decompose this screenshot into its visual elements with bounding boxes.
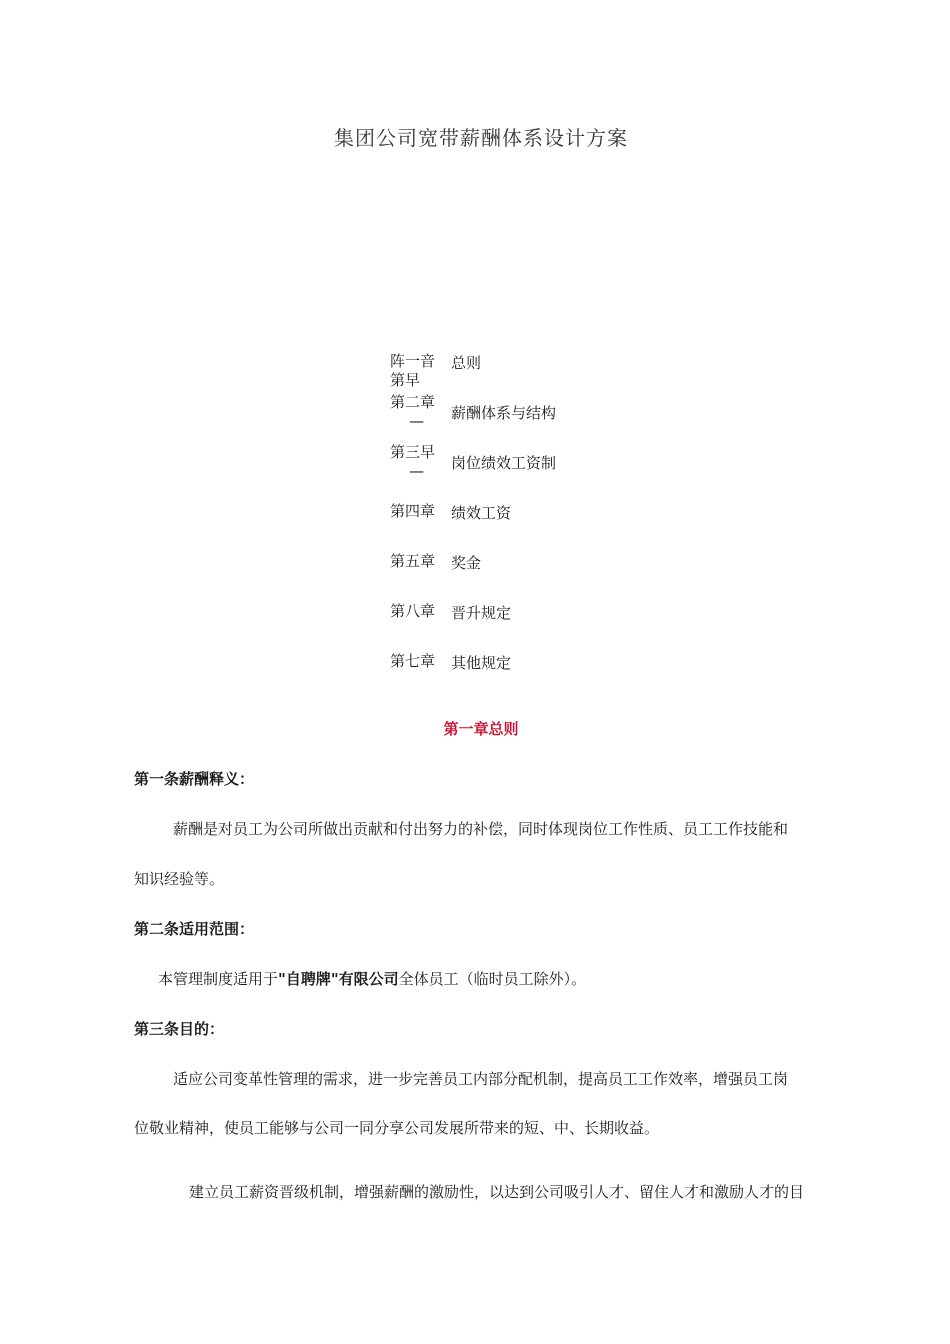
toc-chapter-number: 第二章 —	[390, 393, 436, 430]
document-title: 集团公司宽带薪酬体系设计方案	[334, 126, 628, 150]
toc-chapter-number: 第三早 —	[390, 443, 436, 480]
paragraph-line: 适应公司变革性管理的需求，进一步完善员工内部分配机制，提高员工工作效率，增强员工岗	[173, 1070, 789, 1088]
toc-item	[390, 602, 650, 648]
toc-chapter-title: 岗位绩效工资制	[451, 454, 557, 472]
paragraph-line: 建立员工薪资晋级机制，增强薪酬的激励性，以达到公司吸引人才、留住人才和激励人才的目	[189, 1183, 805, 1201]
toc-chapter-title: 绩效工资	[451, 504, 512, 522]
toc-chapter-title: 总则	[451, 354, 482, 372]
toc-item	[390, 352, 650, 398]
paragraph-line: 位敬业精神，使员工能够与公司一同分享公司发展所带来的短、中、长期收益。	[134, 1119, 660, 1137]
toc-chapter-number: 阵一音 第早	[390, 352, 436, 389]
toc-chapter-number: 第七章	[390, 652, 436, 670]
toc-item	[390, 393, 650, 439]
article-heading: 第二条适用范围：	[134, 920, 255, 938]
paragraph-line	[158, 968, 586, 989]
toc-chapter-title: 奖金	[451, 554, 482, 572]
scope-prefix: 本管理制度适用于	[158, 970, 279, 988]
toc-item	[390, 443, 650, 489]
paragraph-line: 薪酬是对员工为公司所做出贡献和付出努力的补偿，同时体现岗位工作性质、员工工作技能和	[173, 820, 789, 838]
scope-suffix: 全体员工（临时员工除外）。	[398, 970, 587, 988]
toc-chapter-number: 第八章	[390, 602, 436, 620]
toc-item	[390, 552, 650, 598]
toc-chapter-title: 其他规定	[451, 654, 512, 672]
toc-chapter-title: 晋升规定	[451, 604, 512, 622]
company-name: "自聘牌"有限公司	[278, 970, 399, 988]
toc-item	[390, 502, 650, 548]
toc-item	[390, 652, 650, 698]
toc-chapter-number: 第五章	[390, 552, 436, 570]
toc-chapter-number: 第四章	[390, 502, 436, 520]
paragraph-line: 知识经验等。	[134, 870, 225, 888]
article-heading: 第三条目的：	[134, 1020, 225, 1038]
article-heading: 第一条薪酬释义：	[134, 770, 255, 788]
toc-chapter-title: 薪酬体系与结构	[451, 404, 557, 422]
chapter-heading: 第一章总则	[443, 720, 519, 738]
